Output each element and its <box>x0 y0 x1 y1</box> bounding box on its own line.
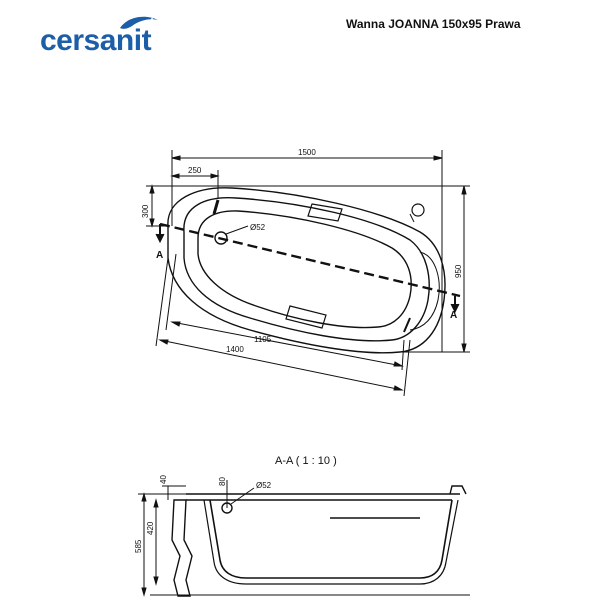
dim-1400: 1400 <box>226 345 244 354</box>
section-line-aa <box>160 224 460 296</box>
dim-1105: 1105 <box>254 335 272 344</box>
section-view <box>138 480 470 596</box>
tub-outer-rim <box>168 188 445 353</box>
brand-name: cersanit <box>40 24 152 57</box>
section-mark-left: A <box>156 250 164 261</box>
top-view <box>146 150 470 396</box>
dim-420: 420 <box>146 521 155 535</box>
dim-300: 300 <box>141 204 150 218</box>
drain-label: Ø52 <box>250 223 266 232</box>
dim-950: 950 <box>454 264 463 278</box>
section-leg <box>172 500 192 596</box>
dim-80: 80 <box>218 477 227 486</box>
overflow-knob <box>412 204 424 216</box>
dim-585: 585 <box>134 539 143 553</box>
section-mark-right: A <box>450 310 458 321</box>
dim-1500: 1500 <box>298 148 316 157</box>
section-tub-body <box>210 500 452 578</box>
section-title: A-A ( 1 : 10 ) <box>275 455 337 467</box>
product-title: Wanna JOANNA 150x95 Prawa <box>346 17 521 31</box>
section-drain-label: Ø52 <box>256 481 272 490</box>
dim-40: 40 <box>159 475 168 484</box>
dim-250: 250 <box>188 166 202 175</box>
